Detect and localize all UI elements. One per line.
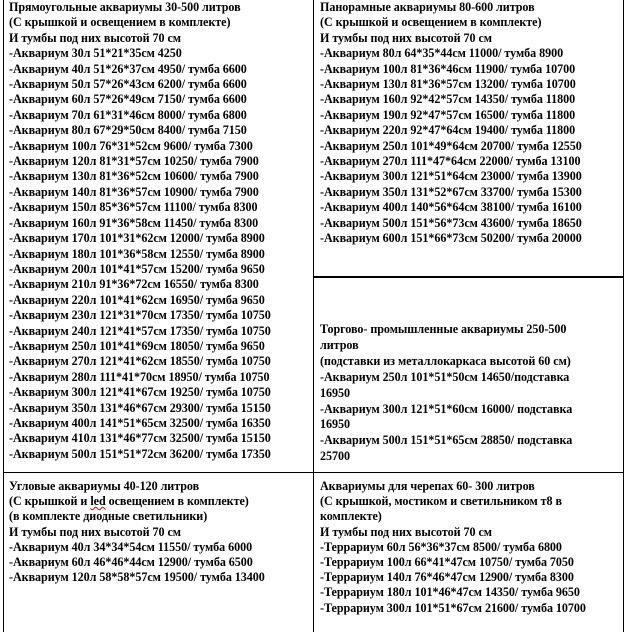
rect-item: -Аквариум 50л 57*26*43см 6200/ тумба 6600 [9, 77, 247, 92]
rect-item: -Аквариум 270л 121*41*62см 18550/ тумба 10750 [9, 354, 271, 369]
pano-item: -Аквариум 130л 81*36*57см 13200/ тумба 10700 [320, 77, 576, 92]
trade-line: 25700 [320, 449, 350, 464]
rect-item: -Аквариум 120л 81*31*57см 10250/ тумба 7900 [9, 154, 259, 169]
trade-line: 16950 [320, 385, 350, 400]
rect-item: -Аквариум 70л 61*31*46см 8000/ тумба 6800 [9, 107, 247, 122]
turtle-stands: И тумбы под них высотой 70 см [320, 524, 492, 539]
turtle-item: -Террариум 100л 66*41*47см 10750/ тумба 7050 [320, 555, 574, 570]
pano-title: Панорамные аквариумы 80-600 литров [320, 0, 535, 14]
rect-item: -Аквариум 210л 91*36*72см 16550/ тумба 8300 [9, 277, 259, 292]
rect-item: -Аквариум 350л 131*46*67см 29300/ тумба 15150 [9, 400, 271, 415]
rect-item: -Аквариум 140л 81*36*57см 10900/ тумба 7900 [9, 184, 259, 199]
corner-subtitle-end: освещением в комплекте) [105, 494, 249, 509]
rect-subtitle: (С крышкой и освещением в комплекте) [9, 15, 231, 30]
rect-item: -Аквариум 180л 101*36*58см 12550/ тумба 8900 [9, 246, 265, 261]
rect-item: -Аквариум 60л 57*26*49см 7150/ тумба 6600 [9, 92, 247, 107]
rect-item: -Аквариум 300л 121*41*67см 19250/ тумба 10750 [9, 385, 271, 400]
table-row-divider-right [313, 276, 624, 278]
turtle-title: Аквариумы для черепах 60- 300 литров [320, 479, 535, 493]
rect-item: -Аквариум 240л 121*41*57см 17350/ тумба 10750 [9, 323, 271, 338]
corner-item: -Аквариум 40л 34*34*54см 11550/ тумба 6000 [9, 539, 253, 554]
corner-item: -Аквариум 60л 46*46*44см 12900/ тумба 6500 [9, 555, 253, 570]
corner-item-list [9, 540, 265, 586]
trade-line: -Аквариум 300л 121*51*60см 16000/ подставка [320, 401, 573, 416]
rect-item: -Аквариум 100л 76*31*52см 9600/ тумба 7300 [9, 138, 253, 153]
pano-item: -Аквариум 400л 140*56*64см 38100/ тумба 16100 [320, 200, 582, 215]
trade-aquariums-cell [320, 322, 572, 465]
pano-item-list [320, 46, 582, 246]
rect-aquariums-cell [9, 0, 271, 462]
corner-aquariums-cell [9, 479, 265, 585]
pano-item: -Аквариум 300л 121*51*64см 23000/ тумба 13900 [320, 169, 582, 184]
turtle-item: -Террариум 60л 56*36*37см 8500/ тумба 6800 [320, 539, 562, 554]
corner-stands: И тумбы под них высотой 70 см [9, 524, 181, 539]
trade-line: 16950 [320, 417, 350, 432]
pano-item: -Аквариум 250л 101*49*64см 20700/ тумба 12550 [320, 138, 582, 153]
rect-item: -Аквариум 170л 101*31*62см 12000/ тумба 8900 [9, 231, 265, 246]
turtle-subtitle: (С крышкой, мостиком и светильником т8 в [320, 494, 563, 509]
turtle-item-list [320, 540, 586, 616]
rect-item: -Аквариум 80л 67*29*50см 8400/ тумба 7150 [9, 123, 247, 138]
corner-title: Угловые аквариумы 40-120 литров [9, 479, 200, 493]
pano-stands: И тумбы под них высотой 70 см [320, 30, 492, 45]
table-row-divider [3, 472, 624, 473]
corner-subtitle-led: led [90, 494, 106, 509]
rect-item: -Аквариум 250л 101*41*69см 18050/ тумба 9650 [9, 338, 265, 353]
rect-item: -Аквариум 30л 51*21*35см 4250 [9, 46, 182, 61]
corner-item: -Аквариум 120л 58*58*57см 19500/ тумба 13400 [9, 570, 265, 585]
trade-line: -Аквариум 250л 101*51*50см 14650/подставка [320, 369, 570, 384]
trade-line: литров [320, 337, 359, 352]
pano-item: -Аквариум 500л 151*56*73см 43600/ тумба 18650 [320, 215, 582, 230]
trade-line: (подставки из металлокаркаса высотой 60 см) [320, 353, 571, 368]
corner-subtitle [9, 494, 265, 509]
turtle-item: -Террариум 300л 101*51*67см 21600/ тумба 10700 [320, 600, 586, 615]
pano-item: -Аквариум 350л 131*52*67см 33700/ тумба 15300 [320, 184, 582, 199]
pano-item: -Аквариум 600л 151*66*73см 50200/ тумба 20000 [320, 231, 582, 246]
corner-note: (в комплекте диодные светильники) [9, 509, 208, 524]
pano-subtitle: (С крышкой и освещением в комплекте) [320, 15, 542, 30]
rect-stands: И тумбы под них высотой 70 см [9, 30, 181, 45]
turtle-item: -Террариум 140л 76*46*47см 12900/ тумба 8300 [320, 570, 574, 585]
table-border-left [3, 0, 4, 632]
pano-aquariums-cell [320, 0, 582, 247]
rect-item: -Аквариум 400л 141*51*65см 32500/ тумба 16350 [9, 415, 271, 430]
rect-item: -Аквариум 230л 121*31*70см 17350/ тумба 10750 [9, 308, 271, 323]
turtle-subtitle-cont: комплекте) [320, 509, 382, 524]
rect-item-list [9, 46, 271, 462]
pano-item: -Аквариум 100л 81*36*46см 11900/ тумба 10700 [320, 61, 576, 76]
rect-item: -Аквариум 410л 131*46*77см 32500/ тумба 15150 [9, 431, 271, 446]
table-column-divider [313, 0, 314, 632]
pano-item: -Аквариум 270л 111*47*64см 22000/ тумба 13100 [320, 154, 581, 169]
rect-item: -Аквариум 200л 101*41*57см 15200/ тумба 9650 [9, 261, 265, 276]
pano-item: -Аквариум 80л 64*35*44см 11000/ тумба 8900 [320, 46, 564, 61]
rect-item: -Аквариум 220л 101*41*62см 16950/ тумба 9650 [9, 292, 265, 307]
pano-item: -Аквариум 220л 92*47*64см 19400/ тумба 11800 [320, 123, 576, 138]
rect-item: -Аквариум 500л 151*51*72см 36200/ тумба 17350 [9, 446, 271, 461]
rect-item: -Аквариум 40л 51*26*37см 4950/ тумба 6600 [9, 61, 247, 76]
trade-line: Торгово- промышленные аквариумы 250-500 [320, 322, 567, 336]
turtle-aquariums-cell [320, 479, 586, 616]
rect-item: -Аквариум 280л 111*41*70см 18950/ тумба 10750 [9, 369, 270, 384]
turtle-item: -Террариум 180л 101*46*47см 14350/ тумба 9650 [320, 585, 580, 600]
rect-item: -Аквариум 150л 85*36*57см 11100/ тумба 8300 [9, 200, 258, 215]
rect-item: -Аквариум 130л 81*36*52см 10600/ тумба 7900 [9, 169, 259, 184]
rect-title: Прямоугольные аквариумы 30-500 литров [9, 0, 241, 14]
corner-subtitle-start: (С крышкой и [9, 494, 91, 509]
pano-item: -Аквариум 160л 92*42*57см 14350/ тумба 11800 [320, 92, 576, 107]
pano-item: -Аквариум 190л 92*47*57см 16500/ тумба 11800 [320, 107, 576, 122]
table-border-right [623, 0, 624, 632]
rect-item: -Аквариум 160л 91*36*58см 11450/ тумба 8300 [9, 215, 259, 230]
trade-line-list [320, 322, 572, 465]
trade-line: -Аквариум 500л 151*51*65см 28850/ подставка [320, 433, 573, 448]
